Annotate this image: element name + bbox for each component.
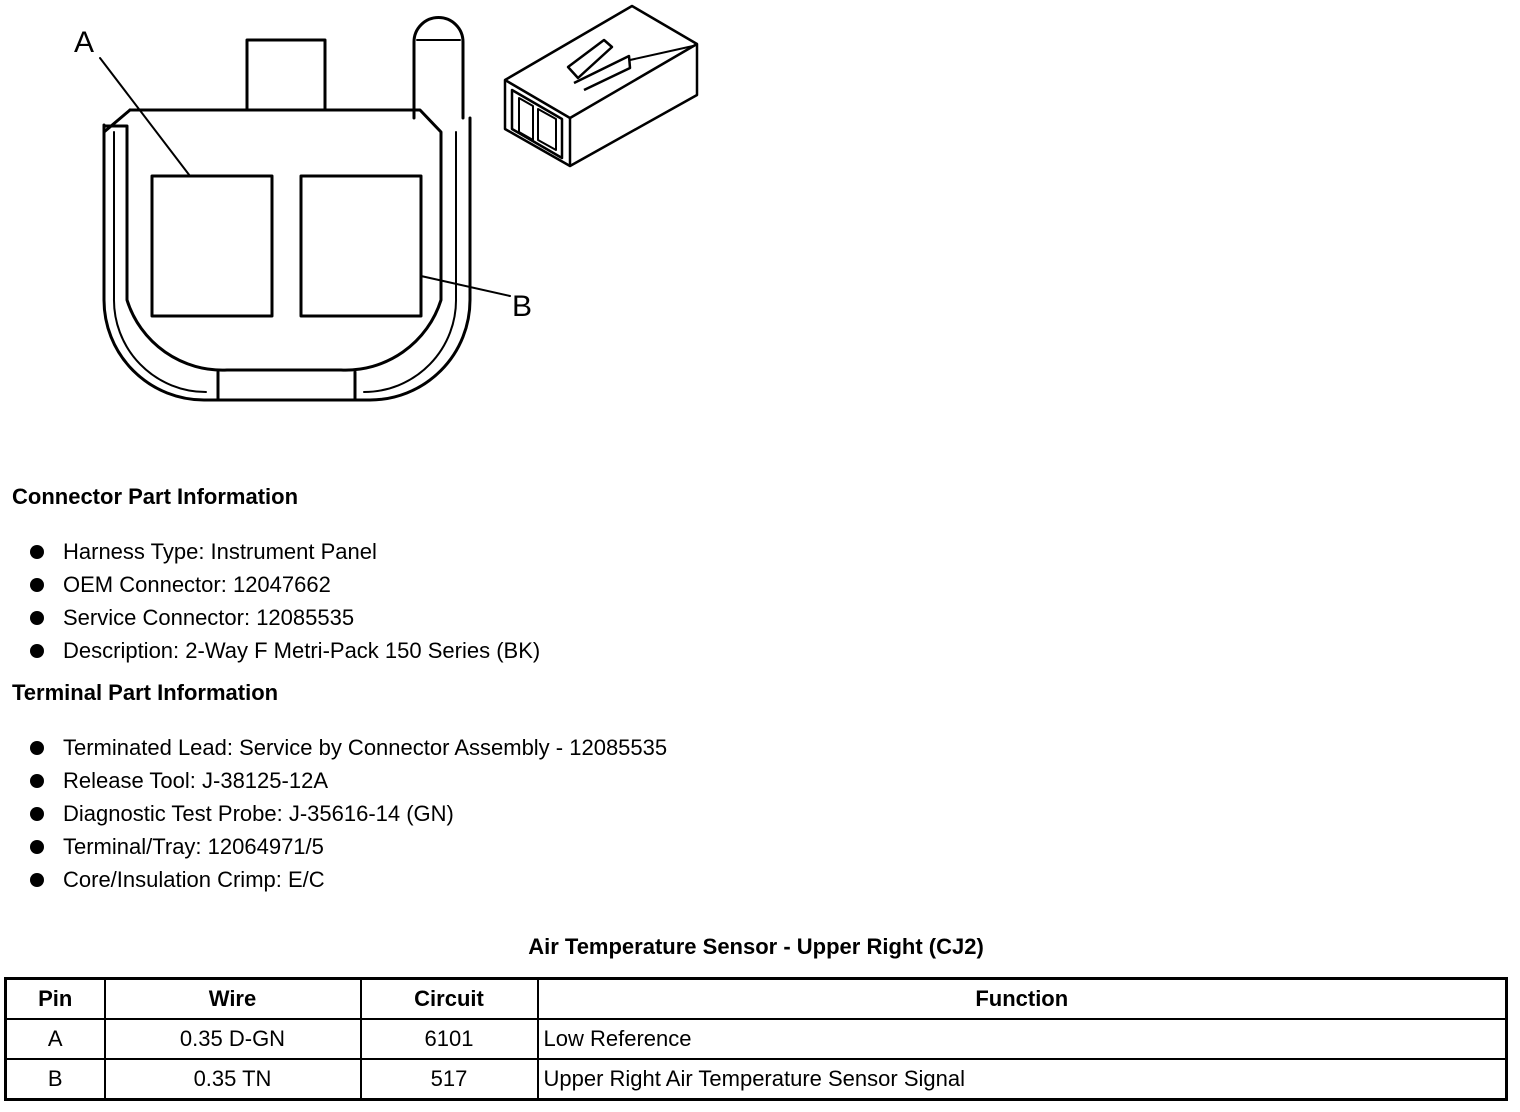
bullet-icon: [30, 611, 44, 625]
table-row: [6, 1019, 1507, 1059]
list-item: Description: 2-Way F Metri-Pack 150 Series (BK): [28, 634, 540, 667]
pin-table-title: Air Temperature Sensor - Upper Right (CJ2): [528, 934, 984, 959]
cavity-b: [301, 176, 421, 316]
list-item: Harness Type: Instrument Panel: [28, 535, 540, 568]
list-item: Diagnostic Test Probe: J-35616-14 (GN): [28, 797, 667, 830]
bullet-icon: [30, 578, 44, 592]
terminal-info-list: [28, 731, 667, 896]
callout-a: A: [74, 26, 95, 59]
header-wire: Wire: [105, 979, 361, 1020]
connector-diagram: [0, 0, 740, 420]
connector-info-list: [28, 535, 540, 667]
bullet-icon: [30, 644, 44, 658]
leader-line-b: [421, 276, 510, 296]
cell-wire: 0.35 D-GN: [105, 1019, 361, 1059]
bullet-icon: [30, 545, 44, 559]
header-pin: Pin: [6, 979, 105, 1020]
callout-b: B: [512, 290, 533, 323]
cell-pin: B: [6, 1059, 105, 1100]
connector-isometric-view: [505, 6, 697, 166]
connector-info-heading: Connector Part Information: [12, 484, 299, 509]
cell-wire: 0.35 TN: [105, 1059, 361, 1100]
cavity-a: [152, 176, 272, 316]
list-item: OEM Connector: 12047662: [28, 568, 540, 601]
bullet-icon: [30, 840, 44, 854]
cell-circuit: 6101: [361, 1019, 538, 1059]
bullet-icon: [30, 873, 44, 887]
list-item: Terminal/Tray: 12064971/5: [28, 830, 667, 863]
connector-top-tab: [247, 40, 325, 110]
cell-function: Low Reference: [538, 1019, 1507, 1059]
connector-housing-outer: [104, 118, 470, 400]
cell-function: Upper Right Air Temperature Sensor Signal: [538, 1059, 1507, 1100]
table-header-row: [6, 979, 1507, 1020]
bullet-icon: [30, 741, 44, 755]
list-item: Release Tool: J-38125-12A: [28, 764, 667, 797]
table-row: [6, 1059, 1507, 1100]
list-item: Core/Insulation Crimp: E/C: [28, 863, 667, 896]
header-circuit: Circuit: [361, 979, 538, 1020]
bullet-icon: [30, 774, 44, 788]
cell-pin: A: [6, 1019, 105, 1059]
header-function: Function: [538, 979, 1507, 1020]
list-item: Service Connector: 12085535: [28, 601, 540, 634]
connector-lock-post: [414, 18, 463, 119]
cell-circuit: 517: [361, 1059, 538, 1100]
terminal-info-heading: Terminal Part Information: [12, 680, 279, 705]
pin-table: [4, 977, 1508, 1101]
list-item: Terminated Lead: Service by Connector Assembly - 12085535: [28, 731, 667, 764]
bullet-icon: [30, 807, 44, 821]
